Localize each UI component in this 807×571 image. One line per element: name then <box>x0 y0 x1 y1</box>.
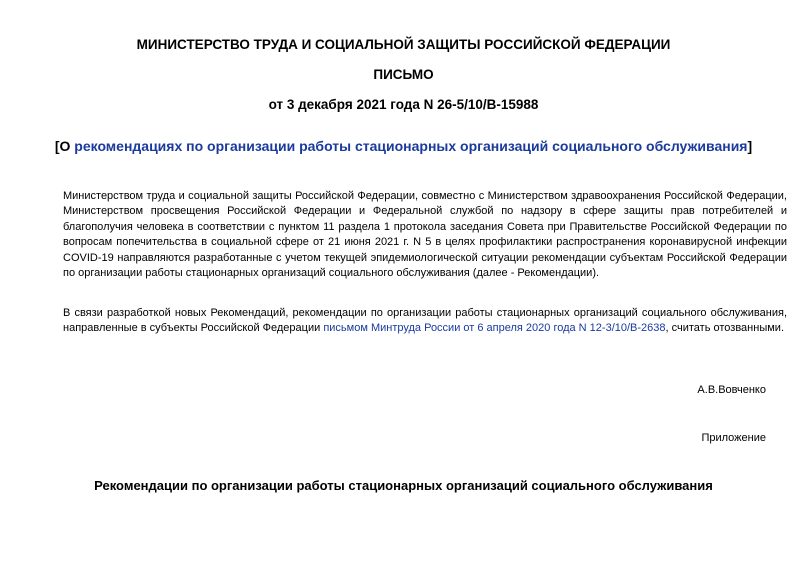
document-number: от 3 декабря 2021 года N 26-5/10/В-15988 <box>268 97 539 112</box>
body-paragraph-2 <box>42 306 787 337</box>
subject-open-bracket: [О <box>54 138 75 154</box>
paragraph-2-text-start: В связи разработкой новых Рекомендаций, рекомендации по организации работы стационарных организаций социального обслуживания, направленные в субъекты Российской Федерации <box>63 307 787 335</box>
ministry-heading: МИНИСТЕРСТВО ТРУДА И СОЦИАЛЬНОЙ ЗАЩИТЫ РОССИЙСКОЙ ФЕДЕРАЦИИ <box>136 37 671 52</box>
document-subject <box>0 138 807 154</box>
subject-close-bracket: ] <box>747 138 753 154</box>
referenced-letter-link[interactable]: письмом Минтруда России от 6 апреля 2020 года N 12-3/10/В-2638 <box>323 322 666 335</box>
appendix-label: Приложение <box>701 432 766 444</box>
body-paragraph-1: Министерством труда и социальной защиты Российской Федерации, совместно с Министерством здравоохранения Российской Федерации, Министерством просвещения Российской Федерации и Федеральной службой по надзору в сфере защиты прав потребителей и благополучия человека в соответствии с пунктом 11 раздела 1 протокола заседания Совета при Правительстве Российской Федерации по вопросам попечительства в социальной сфере от 21 июня 2021 г. N 5 в целях профилактики распространения коронавирусной инфекции COVID-19 направляются разработанные с учетом текущей эпидемиологической ситуации рекомендации субъектам Российской Федерации по организации работы стационарных организаций социального обслуживания (далее - Рекомендации). <box>63 190 787 280</box>
recommendations-title: Рекомендации по организации работы стационарных организаций социального обслуживания <box>94 478 713 493</box>
subject-link[interactable]: рекомендациях по организации работы стационарных организаций социального обслуживания <box>74 138 748 154</box>
signature: А.В.Вовченко <box>697 384 766 396</box>
paragraph-2-text-end: , считать отозванными. <box>665 322 784 335</box>
document-type: ПИСЬМО <box>373 67 434 82</box>
